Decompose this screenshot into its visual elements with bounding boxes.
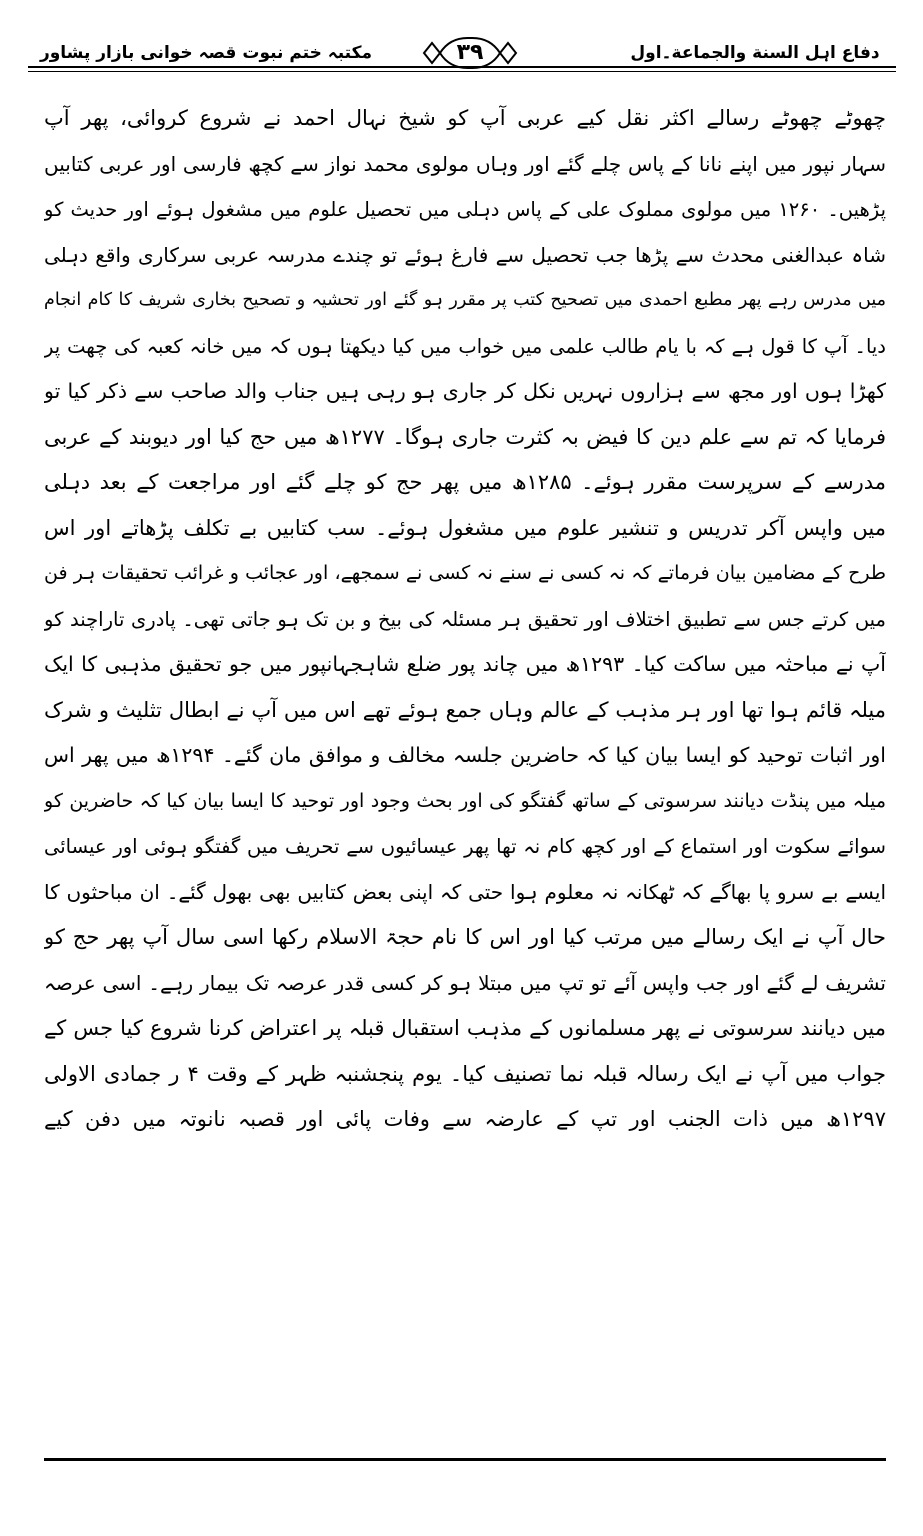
text-line: میلہ میں پنڈت دیانند سرسوتی کے ساتھ گفتگو کی اور بحث وجود اور توحید کا ایسا بیان کیا کہ حاضرین کو (44, 789, 886, 812)
footer-rule (44, 1458, 886, 1461)
text-line: کھڑا ہوں اور مجھ سے ہزاروں نہریں نکل کر جاری ہو رہی ہیں جناب والد صاحب سے ذکر کیا تو (44, 379, 886, 403)
publisher-header: مکتبہ ختم نبوت قصہ خوانی بازار پشاور (39, 43, 373, 63)
text-line: دیا۔ آپ کا قول ہے کہ با یام طالب علمی میں خواب میں کیا دیکھتا ہوں کہ میں خانہ کعبہ کی چھت پر (44, 334, 886, 358)
text-line: چھوٹے چھوٹے رسالے اکثر نقل کیے عربی آپ کو شیخ نہال احمد نے شروع کروائی، پھر آپ (44, 106, 886, 130)
text-line: میں واپس آکر تدریس و تنشیر علوم میں مشغول ہوئے۔ سب کتابیں بے تکلف پڑھاتے اور اس (44, 515, 886, 540)
text-line: میں مدرس رہے پھر مطبع احمدی میں تصحیح کتب پر مقرر ہو گئے اور تحشیہ و تصحیح بخاری شریف کا کام انجام (44, 290, 886, 310)
text-line: طرح کے مضامین بیان فرماتے کہ نہ کسی نے سنے نہ کسی نے سمجھے، اور عجائب و غرائب تحقیقات ہر فن (44, 562, 886, 584)
header-rule (28, 66, 896, 68)
text-line: سہار نپور میں اپنے نانا کے پاس چلے گئے اور وہاں مولوی محمد نواز سے کچھ فارسی اور عربی کتابیں (44, 151, 886, 176)
text-line: سوائے سکوت اور استماع کے اور کچھ کام نہ تھا پھر عیسائیوں سے تحریف میں گفتگو ہوئی اور عیسائی (44, 835, 886, 858)
header-rule-thin (28, 71, 896, 72)
text-line: میں دیانند سرسوتی نے پھر مسلمانوں کے مذہب استقبال قبلہ پر اعتراض کرنا شروع کیا جس کے (44, 1016, 886, 1040)
text-line: ۱۲۹۷ھ میں ذات الجنب اور تپ کے عارضہ سے وفات پائی اور قصبہ نانوتہ میں دفن کیے (44, 1107, 886, 1131)
text-line: مدرسے کے سرپرست مقرر ہوئے۔ ۱۲۸۵ھ میں پھر حج کو چلے گئے اور مراجعت کے بعد دہلی (44, 470, 886, 494)
text-line: اور اثبات توحید کو ایسا بیان کیا کہ حاضرین جلسہ مخالف و موافق مان گئے۔ ۱۲۹۴ھ میں پھر اس (44, 743, 886, 767)
book-title-header: دفاع اہل السنة والجماعة۔اول (630, 43, 880, 63)
text-line: میلہ قائم ہوا تھا اور ہر مذہب کے عالم وہاں جمع ہوئے تھے اس میں آپ نے ابطال تثلیث و شرک (44, 697, 886, 722)
text-line: فرمایا کہ تم سے علم دین کا فیض بہ کثرت جاری ہوگا۔ ۱۲۷۷ھ میں حج کیا اور دیوبند کے عربی (44, 424, 886, 449)
text-line: میں کرتے جس سے تطبیق اختلاف اور تحقیق ہر مسئلہ کی بیخ و بن تک ہو جاتی تھی۔ پادری تاراچند کو (44, 607, 886, 631)
text-line: تشریف لے گئے اور جب واپس آئے تو تپ میں مبتلا ہو کر کسی قدر عرصہ تک بیمار رہے۔ اسی عرصہ (44, 970, 886, 995)
text-line: پڑھیں۔ ۱۲۶۰ میں مولوی مملوک علی کے پاس دہلی میں تحصیل علوم میں مشغول ہوئے اور حدیث کو (44, 198, 886, 221)
text-line: آپ نے مباحثہ میں ساکت کیا۔ ۱۲۹۳ھ میں چاند پور ضلع شاہجہانپور میں جو تحقیق مذہبی کا ایک (44, 652, 886, 676)
text-line: ایسے بے سرو پا بھاگے کہ ٹھکانہ نہ معلوم ہوا حتی کہ اپنی بعض کتابیں بھی بھول گئے۔ ان مباحثوں کا (44, 879, 886, 904)
text-line: شاہ عبدالغنی محدث سے پڑھا جب تحصیل سے فارغ ہوئے تو چندے مدرسہ عربی سرکاری واقع دہلی (44, 242, 886, 267)
body-text (44, 96, 886, 1143)
text-line: حال آپ نے ایک رسالے میں مرتب کیا اور اس کا نام حجۃ الاسلام رکھا اسی سال آپ پھر حج کو (44, 925, 886, 949)
page-number: ۳۹ (456, 40, 484, 65)
text-line: جواب میں آپ نے ایک رسالہ قبلہ نما تصنیف کیا۔ یوم پنجشنبہ ظہر کے وقت ۴ ر جمادی الاولی (44, 1061, 886, 1086)
